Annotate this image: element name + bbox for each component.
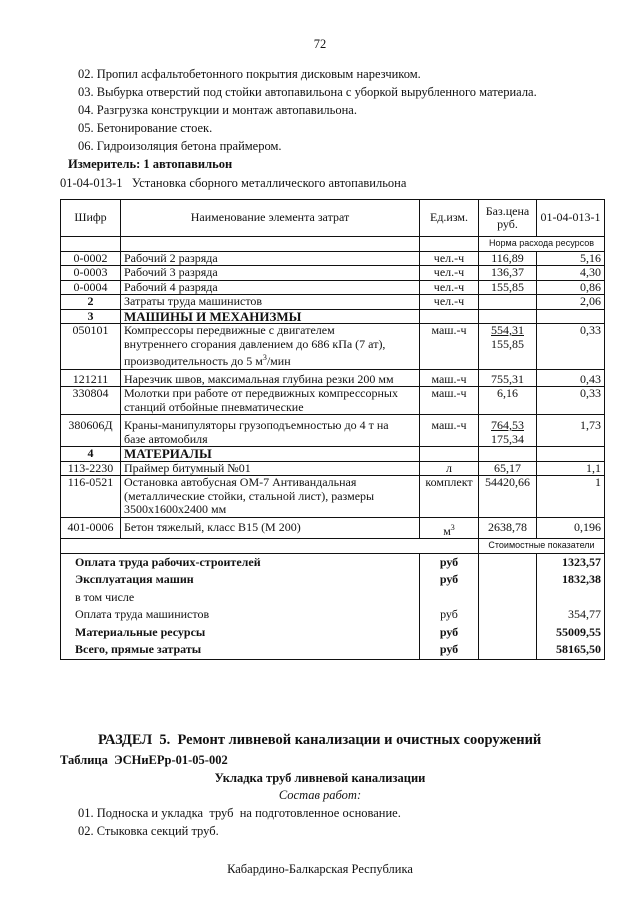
row-name: Остановка автобусная ОМ-7 Антивандальная (металлические стойки, стальной лист), размеры 3500х1600х2400 мм [121, 476, 420, 518]
row-code: 0-0004 [61, 280, 121, 295]
row-price: 2638,78 [479, 517, 537, 539]
row-code: 2 [61, 295, 121, 310]
table-row [61, 461, 605, 476]
work-composition-label: Состав работ: [278, 788, 362, 802]
table-row [61, 295, 605, 310]
totals-value: 55009,55 [537, 622, 605, 640]
totals-unit: руб [420, 639, 479, 659]
row-price: 6,16 [479, 387, 537, 415]
row-code: 121211 [61, 369, 121, 387]
table-row [61, 447, 605, 462]
row-code: 0-0002 [61, 251, 121, 266]
row-code: 050101 [61, 324, 121, 370]
totals-row [61, 604, 605, 622]
page-number: 72 [313, 37, 327, 51]
table-row [61, 324, 605, 370]
work-step: 05. Бетонирование стоек. [78, 121, 213, 135]
row-value: 0,33 [537, 324, 605, 370]
section-heading: МАТЕРИАЛЫ [121, 447, 420, 462]
row-name: Молотки при работе от передвижных компрессорных станций отбойные пневматические [121, 387, 420, 415]
table-row [61, 517, 605, 539]
row-code: 3 [61, 309, 121, 324]
row-name: Бетон тяжелый, класс В15 (М 200) [121, 517, 420, 539]
work-step: 02. Стыковка секций труб. [78, 824, 219, 838]
header-name: Наименование элемента затрат [121, 200, 420, 237]
work-step: 03. Выбурка отверстий под стойки автопавильона с уборкой вырубленного материала. [78, 85, 537, 99]
totals-unit: руб [420, 604, 479, 622]
row-unit: маш.-ч [420, 324, 479, 370]
row-value: 2,06 [537, 295, 605, 310]
work-step: 01. Подноска и укладка труб на подготовленное основание. [78, 806, 401, 820]
work-step: 06. Гидроизоляция бетона праймером. [78, 139, 282, 153]
row-unit: чел.-ч [420, 295, 479, 310]
row-value: 1,73 [537, 415, 605, 447]
row-value: 0,43 [537, 369, 605, 387]
table-row [61, 415, 605, 447]
section-heading: МАШИНЫ И МЕХАНИЗМЫ [121, 309, 420, 324]
row-price: 554,31 155,85 [479, 324, 537, 370]
row-price: 764,53 175,34 [479, 415, 537, 447]
row-price: 155,85 [479, 280, 537, 295]
totals-label: Всего, прямые затраты [61, 639, 420, 659]
row-code: 116-0521 [61, 476, 121, 518]
row-price: 54420,66 [479, 476, 537, 518]
norm-subheader: Норма расхода ресурсов [479, 237, 605, 252]
header-price: Баз.цена руб. [479, 200, 537, 237]
row-price: 755,31 [479, 369, 537, 387]
row-code: 330804 [61, 387, 121, 415]
row-name: Нарезчик швов, максимальная глубина резки 200 мм [121, 369, 420, 387]
row-value: 0,33 [537, 387, 605, 415]
totals-value: 354,77 [537, 604, 605, 622]
resource-table [60, 199, 605, 660]
row-name: Праймер битумный №01 [121, 461, 420, 476]
row-code: 4 [61, 447, 121, 462]
row-unit: чел.-ч [420, 251, 479, 266]
row-unit: л [420, 461, 479, 476]
row-value: 1 [537, 476, 605, 518]
row-name: Компрессоры передвижные с двигателем внутреннего сгорания давлением до 686 кПа (7 ат), производительность до 5 $м^3$/мин [121, 324, 420, 370]
work-step: 04. Разгрузка конструкции и монтаж автопавильона. [78, 103, 357, 117]
row-unit: $м^3$ [420, 517, 479, 539]
cost-subheader: Стоимостные показатели [479, 539, 605, 554]
totals-unit: руб [420, 569, 479, 587]
totals-label: Эксплуатация машин [61, 569, 420, 587]
totals-label: в том числе [61, 587, 420, 605]
row-unit: чел.-ч [420, 266, 479, 281]
row-name: Краны-манипуляторы грузоподъемностью до 4 т на базе автомобиля [121, 415, 420, 447]
totals-value: 1323,57 [537, 553, 605, 569]
table-row [61, 251, 605, 266]
page-footer: Кабардино-Балкарская Республика [227, 862, 413, 876]
row-price: 136,37 [479, 266, 537, 281]
header-code: Шифр [61, 200, 121, 237]
totals-value: 58165,50 [537, 639, 605, 659]
row-price [479, 295, 537, 310]
header-unit: Ед.изм. [420, 200, 479, 237]
row-name: Затраты труда машинистов [121, 295, 420, 310]
row-price: 65,17 [479, 461, 537, 476]
row-value: 0,86 [537, 280, 605, 295]
row-unit: комплект [420, 476, 479, 518]
table-row [61, 280, 605, 295]
row-code: 0-0003 [61, 266, 121, 281]
totals-unit: руб [420, 622, 479, 640]
totals-label: Материальные ресурсы [61, 622, 420, 640]
row-value: 0,196 [537, 517, 605, 539]
totals-row [61, 622, 605, 640]
subsection-title: Укладка труб ливневой канализации [214, 771, 426, 785]
table-row [61, 266, 605, 281]
row-code: 380606Д [61, 415, 121, 447]
table-row [61, 387, 605, 415]
row-name: Рабочий 4 разряда [121, 280, 420, 295]
totals-label: Оплата труда машинистов [61, 604, 420, 622]
totals-row [61, 587, 605, 605]
row-code: 113-2230 [61, 461, 121, 476]
totals-row [61, 569, 605, 587]
section-title: РАЗДЕЛ 5. Ремонт ливневой канализации и очистных сооружений [98, 732, 542, 748]
measure-unit: Измеритель: 1 автопавильон [68, 157, 233, 171]
row-code: 401-0006 [61, 517, 121, 539]
totals-row [61, 553, 605, 569]
totals-unit: руб [420, 553, 479, 569]
table-row [61, 309, 605, 324]
row-price: 116,89 [479, 251, 537, 266]
row-unit: маш.-ч [420, 369, 479, 387]
totals-label: Оплата труда рабочих-строителей [61, 553, 420, 569]
row-unit: маш.-ч [420, 387, 479, 415]
totals-value: 1832,38 [537, 569, 605, 587]
row-value: 1,1 [537, 461, 605, 476]
row-value: 4,30 [537, 266, 605, 281]
table-row [61, 476, 605, 518]
work-step: 02. Пропил асфальтобетонного покрытия дисковым нарезчиком. [78, 67, 421, 81]
table-code: Таблица ЭСНиЕРр-01-05-002 [60, 753, 228, 767]
row-name: Рабочий 3 разряда [121, 266, 420, 281]
header-norm: 01-04-013-1 [537, 200, 605, 237]
totals-row [61, 639, 605, 659]
row-name: Рабочий 2 разряда [121, 251, 420, 266]
norm-code-title: 01-04-013-1 Установка сборного металлического автопавильона [60, 176, 407, 190]
table-row [61, 369, 605, 387]
row-unit: чел.-ч [420, 280, 479, 295]
row-value: 5,16 [537, 251, 605, 266]
row-unit: маш.-ч [420, 415, 479, 447]
